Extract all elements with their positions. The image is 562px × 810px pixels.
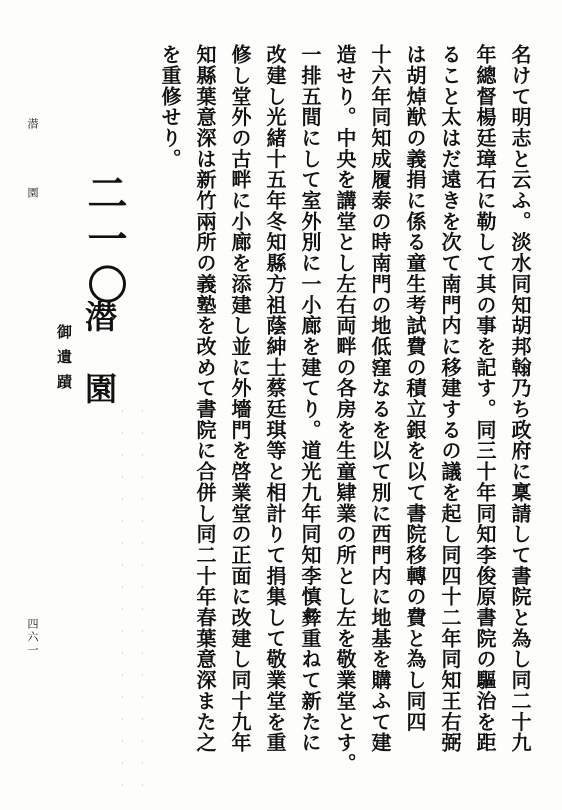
body-column: 改建し光緒十五年冬知縣方祖蔭紳士蔡廷琪等と相計りて捐集して敬業堂を重 xyxy=(263,44,287,753)
body-column: は胡焯猷の義捐に係る童生考試費の積立銀を以て書院移轉の費と為し同四 xyxy=(403,44,427,733)
body-column: 十六年同知成履泰の時南門の地低窪なるを以て別に西門内に地基を購ふて建 xyxy=(368,44,392,753)
body-column: を重修せり。 xyxy=(158,44,182,170)
page-number: 四六一 xyxy=(26,618,39,657)
body-column: 一排五間にして室外別に一小廊を建てり。道光九年同知李慎彜重ねて新たに xyxy=(298,44,322,753)
section-subtitle: 御遺蹟 xyxy=(55,324,73,399)
section-title: 潜園 xyxy=(80,300,118,444)
bleed-through-mark xyxy=(122,410,123,790)
body-column: 知縣葉意深は新竹兩所の義塾を改めて書院に合併し同二十年春葉意深また之 xyxy=(193,44,217,753)
body-column: ること太はだ遠きを次て南門内に移建するの議を起し同四十二年同知王右弼 xyxy=(438,44,462,753)
section-number: 二一〇 xyxy=(81,172,128,310)
running-head: 潜園 xyxy=(26,118,39,256)
body-column: 年總督楊廷璋石に勒して其の事を記す。同三十年同知李俊原書院の驅治を距 xyxy=(473,44,497,753)
body-column: 名けて明志と云ふ。淡水同知胡邦翰乃ち政府に稟請して書院と為し同二十九 xyxy=(508,44,532,753)
bleed-through-mark xyxy=(142,410,143,790)
body-column: 造せり。中央を講堂とし左右両畔の各房を生童肄業の所とし左を敬業堂とす。 xyxy=(333,44,357,774)
body-column: 修し堂外の古畔に小廊を添建し並に外墻門を啓業堂の正面に改建し同十九年 xyxy=(228,44,252,753)
